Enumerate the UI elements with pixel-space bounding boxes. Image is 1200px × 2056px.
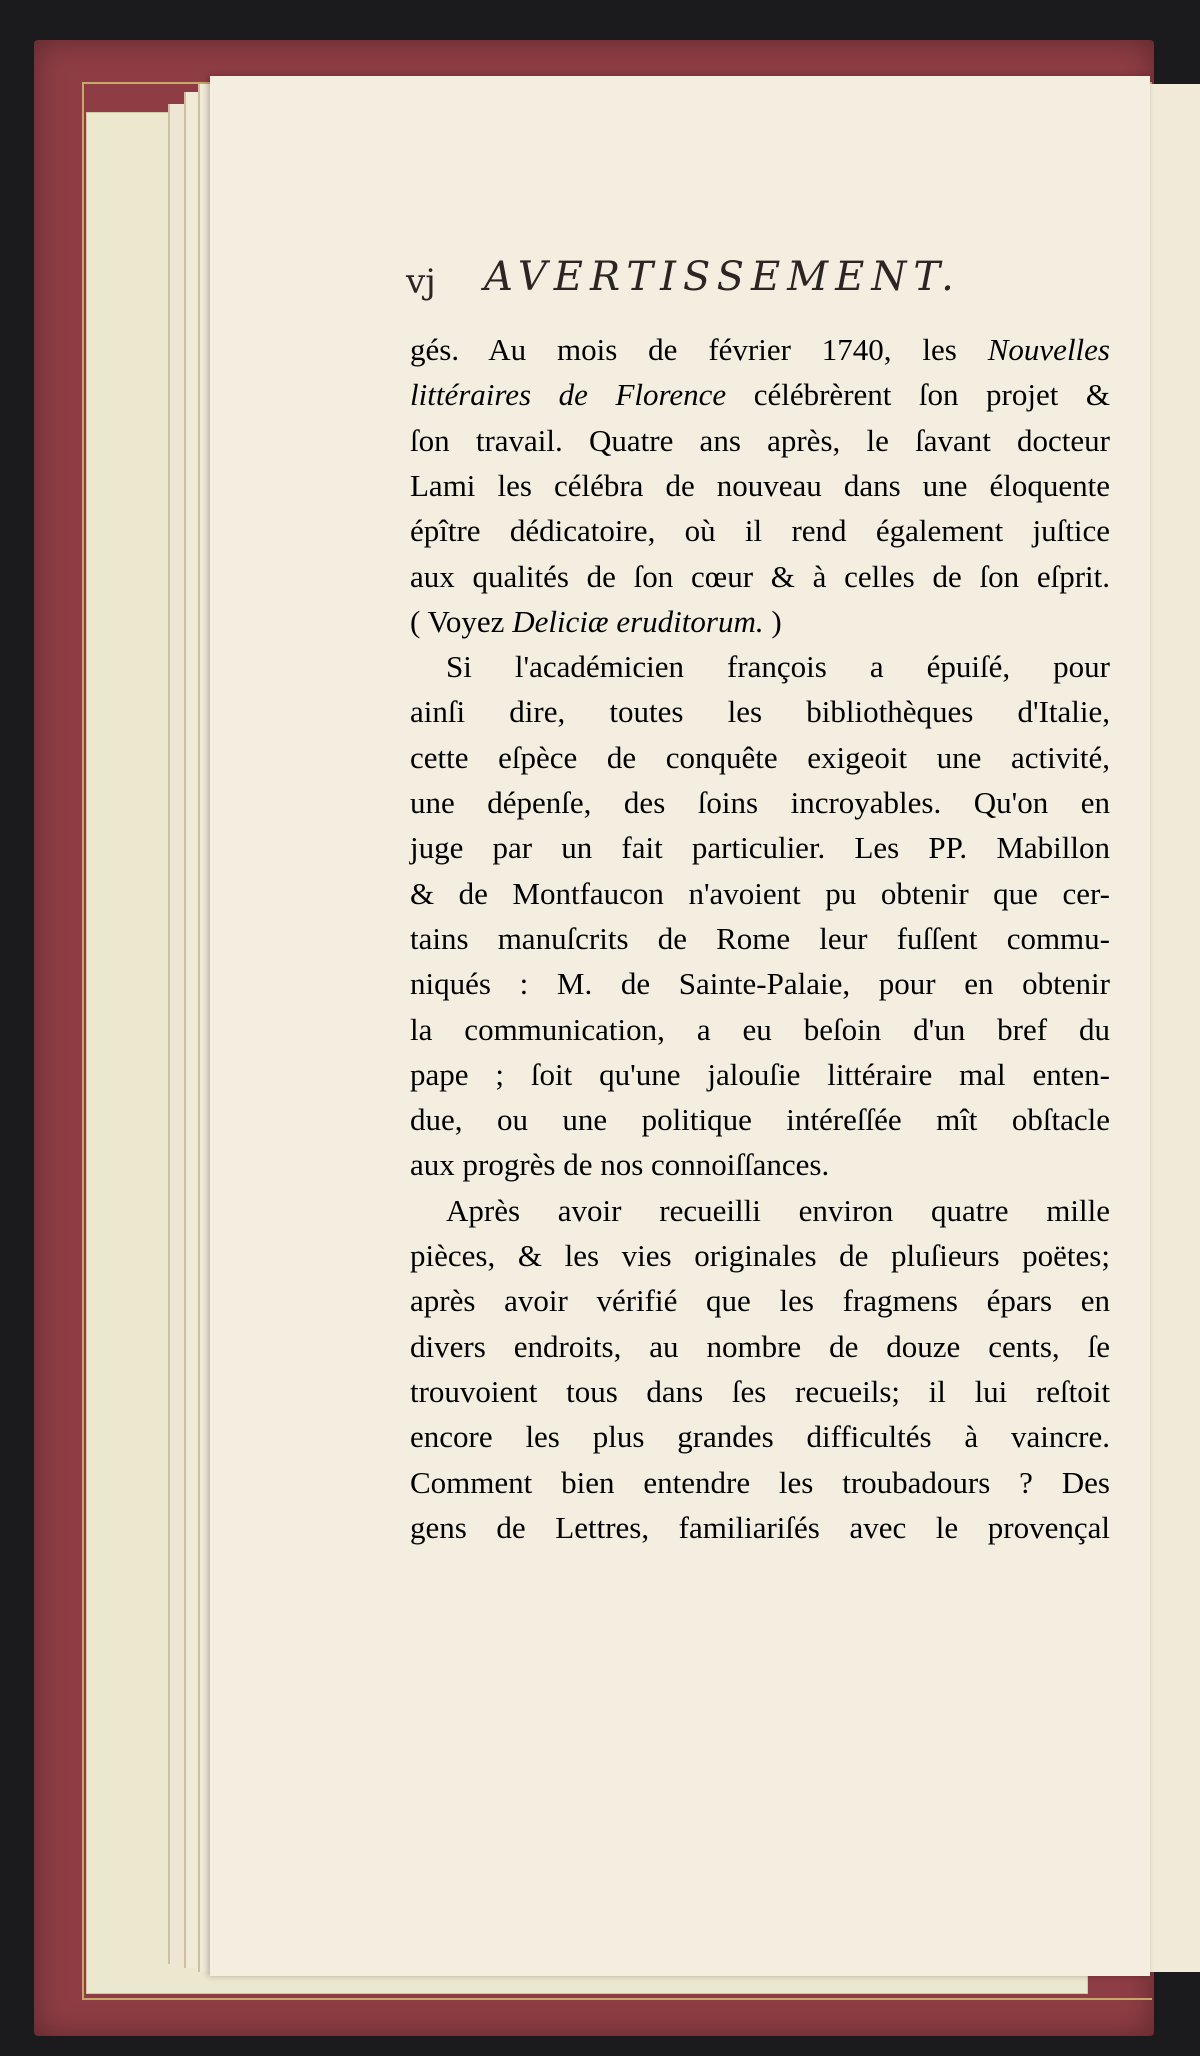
text-line: divers endroits, au nombre de douze cents, ſe: [410, 1328, 1110, 1364]
text-line: gens de Lettres, familiariſés avec le provençal: [410, 1509, 1110, 1545]
running-title: AVERTISSEMENT.: [484, 254, 961, 300]
text-line: une dépenſe, des ſoins incroyables. Qu'on en: [410, 785, 1110, 820]
text-line: Comment bien entendre les troubadours ? Des: [410, 1464, 1110, 1500]
text-line: Lami les célébra de nouveau dans une éloquente: [410, 467, 1110, 503]
italic-text: littéraires de Florence: [410, 377, 727, 413]
page-header: [406, 254, 1126, 314]
text-line: pape ; ſoit qu'une jalouſie littéraire mal enten-: [410, 1056, 1110, 1092]
text-line: Si l'académicien françois a épuiſé, pour: [446, 649, 1110, 685]
text-line: aux qualités de ſon cœur & à celles de ſon eſprit.: [410, 558, 1110, 594]
text-line: la communication, a eu beſoin d'un bref du: [410, 1011, 1110, 1047]
text-line: après avoir vérifié que les fragmens épars en: [410, 1283, 1110, 1319]
italic-text: Deliciæ eruditorum.: [512, 603, 764, 639]
text-line: juge par un fait particulier. Les PP. Mabillon: [410, 830, 1110, 866]
text-line: gés. Au mois de février 1740, les Nouvelles: [410, 332, 1110, 367]
text-line: & de Montfaucon n'avoient pu obtenir que cer-: [410, 875, 1110, 911]
text-line: trouvoient tous dans ſes recueils; il lui reſtoit: [410, 1373, 1110, 1409]
text-line: aux progrès de nos connoiſſances.: [410, 1147, 830, 1183]
text-line: tains manuſcrits de Rome leur fuſſent commu-: [410, 920, 1110, 956]
text-line: ainſi dire, toutes les bibliothèques d'Italie,: [410, 694, 1110, 730]
text-line: littéraires de Florence célébrèrent ſon projet &: [410, 377, 1111, 413]
text-line: encore les plus grandes difficultés à vaincre.: [410, 1419, 1110, 1455]
text-line: pièces, & les vies originales de pluſieurs poëtes;: [410, 1238, 1110, 1273]
text-line: niqués : M. de Sainte-Palaie, pour en obtenir: [410, 966, 1110, 1002]
text-line: ( Voyez Deliciæ eruditorum. ): [410, 603, 782, 639]
text-line: cette eſpèce de conquête exigeoit une activité,: [410, 739, 1110, 775]
text-line: épître dédicatoire, où il rend également juſtice: [410, 513, 1110, 549]
text-line: ſon travail. Quatre ans après, le ſavant docteur: [410, 422, 1110, 458]
text-line: Après avoir recueilli environ quatre mille: [446, 1192, 1110, 1228]
italic-text: Nouvelles: [987, 332, 1110, 367]
text-line: due, ou une politique intéreſſée mît obſtacle: [410, 1102, 1110, 1138]
folio: vj: [406, 262, 436, 302]
